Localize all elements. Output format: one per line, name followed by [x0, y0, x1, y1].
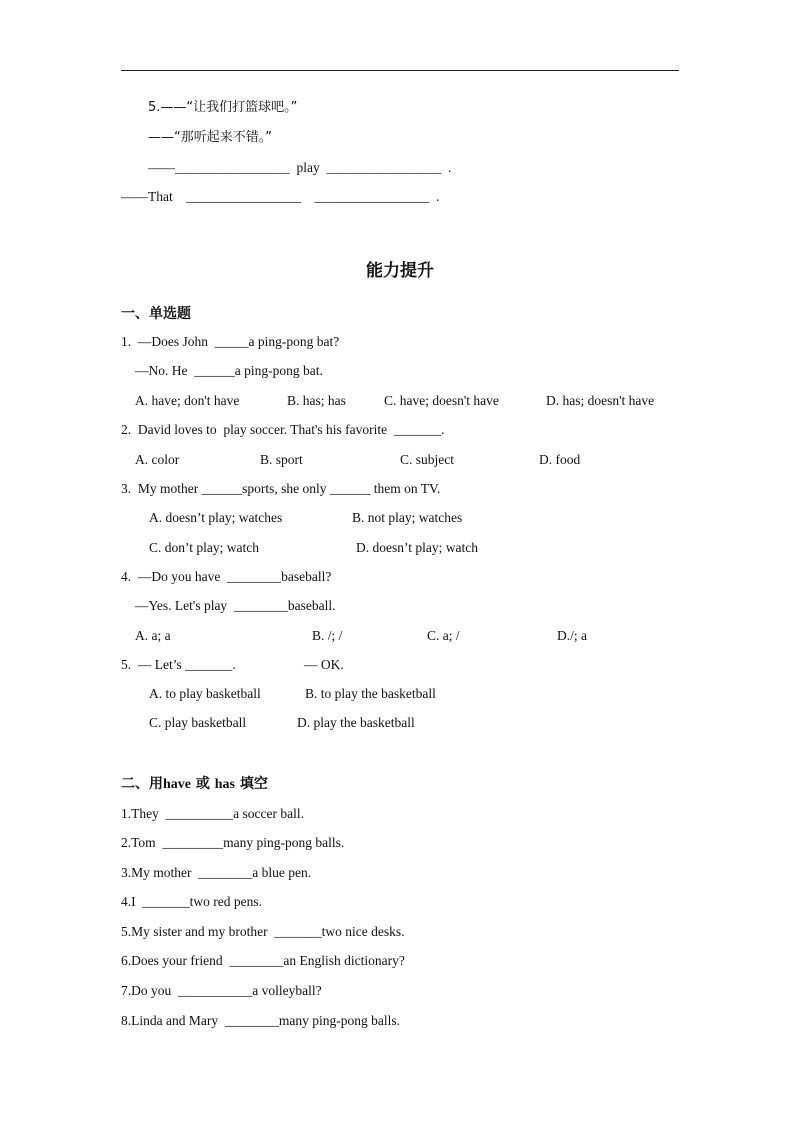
q1-option-a: A. have; don't have — [135, 393, 240, 408]
q2-option-b: B. sport — [260, 452, 303, 467]
translation-q5-prompt: 5.——“让我们打篮球吧。” — [148, 100, 298, 115]
fill-in-item: 2.Tom _________many ping-pong balls. — [121, 835, 345, 850]
q3-line-1: 3. My mother ______sports, she only ______ them on TV. — [121, 481, 441, 496]
q3-option-a: A. doesn’t play; watches — [149, 510, 283, 525]
fill-in-heading-have: have — [163, 777, 191, 792]
q3-option-b: B. not play; watches — [352, 510, 463, 525]
fill-in-item: 3.My mother ________a blue pen. — [121, 865, 312, 880]
fill-in-heading-prefix: 二、用 — [121, 776, 163, 792]
header-rule — [121, 70, 679, 71]
fill-in-heading — [121, 773, 268, 793]
fill-in-heading-or: 或 — [195, 776, 210, 792]
fill-in-item: 5.My sister and my brother _______two nice desks. — [121, 924, 405, 939]
fill-in-heading-suffix: 填空 — [239, 776, 268, 792]
fill-in-item: 4.I _______two red pens. — [121, 894, 262, 909]
q4-line-2: —Yes. Let's play ________baseball. — [135, 598, 336, 613]
section-title: 能力提升 — [366, 261, 434, 281]
q2-option-c: C. subject — [400, 452, 454, 467]
q5-option-c: C. play basketball — [149, 715, 247, 730]
q2-option-d: D. food — [539, 452, 581, 467]
fill-in-item: 1.They __________a soccer ball. — [121, 806, 304, 821]
q5-option-d: D. play the basketball — [297, 715, 415, 730]
fill-in-item: 7.Do you ___________a volleyball? — [121, 983, 322, 998]
q2-option-a: A. color — [135, 452, 180, 467]
translation-q5-answer-line-2: ——That _________________ _________________ . — [121, 189, 440, 204]
q3-option-c: C. don’t play; watch — [149, 540, 259, 555]
q4-option-b: B. /; / — [312, 628, 343, 643]
q1-option-d: D. has; doesn't have — [546, 393, 655, 408]
q4-option-c: C. a; / — [427, 628, 460, 643]
fill-in-item: 8.Linda and Mary ________many ping-pong balls. — [121, 1013, 400, 1028]
q1-option-b: B. has; has — [287, 393, 346, 408]
q5-reply: — OK. — [304, 657, 344, 672]
fill-in-item: 6.Does your friend ________an English dictionary? — [121, 953, 405, 968]
translation-q5-reply: ——“那听起来不错。” — [148, 130, 272, 145]
translation-q5-answer-line-1: ——_________________ play _________________ . — [148, 160, 452, 175]
q5-option-a: A. to play basketball — [149, 686, 261, 701]
q5-line-1: 5. — Let’s _______. — [121, 657, 236, 672]
fill-in-heading-has: has — [214, 777, 235, 792]
q1-line-2: —No. He ______a ping-pong bat. — [135, 363, 323, 378]
q3-option-d: D. doesn’t play; watch — [356, 540, 478, 555]
q1-option-c: C. have; doesn't have — [384, 393, 499, 408]
q4-option-d: D./; a — [557, 628, 587, 643]
single-choice-heading: 一、单选题 — [121, 306, 191, 322]
q4-option-a: A. a; a — [135, 628, 171, 643]
q1-line-1: 1. —Does John _____a ping-pong bat? — [121, 334, 340, 349]
q4-line-1: 4. —Do you have ________baseball? — [121, 569, 332, 584]
q5-option-b: B. to play the basketball — [305, 686, 436, 701]
q2-line-1: 2. David loves to play soccer. That's his favorite _______. — [121, 422, 445, 437]
